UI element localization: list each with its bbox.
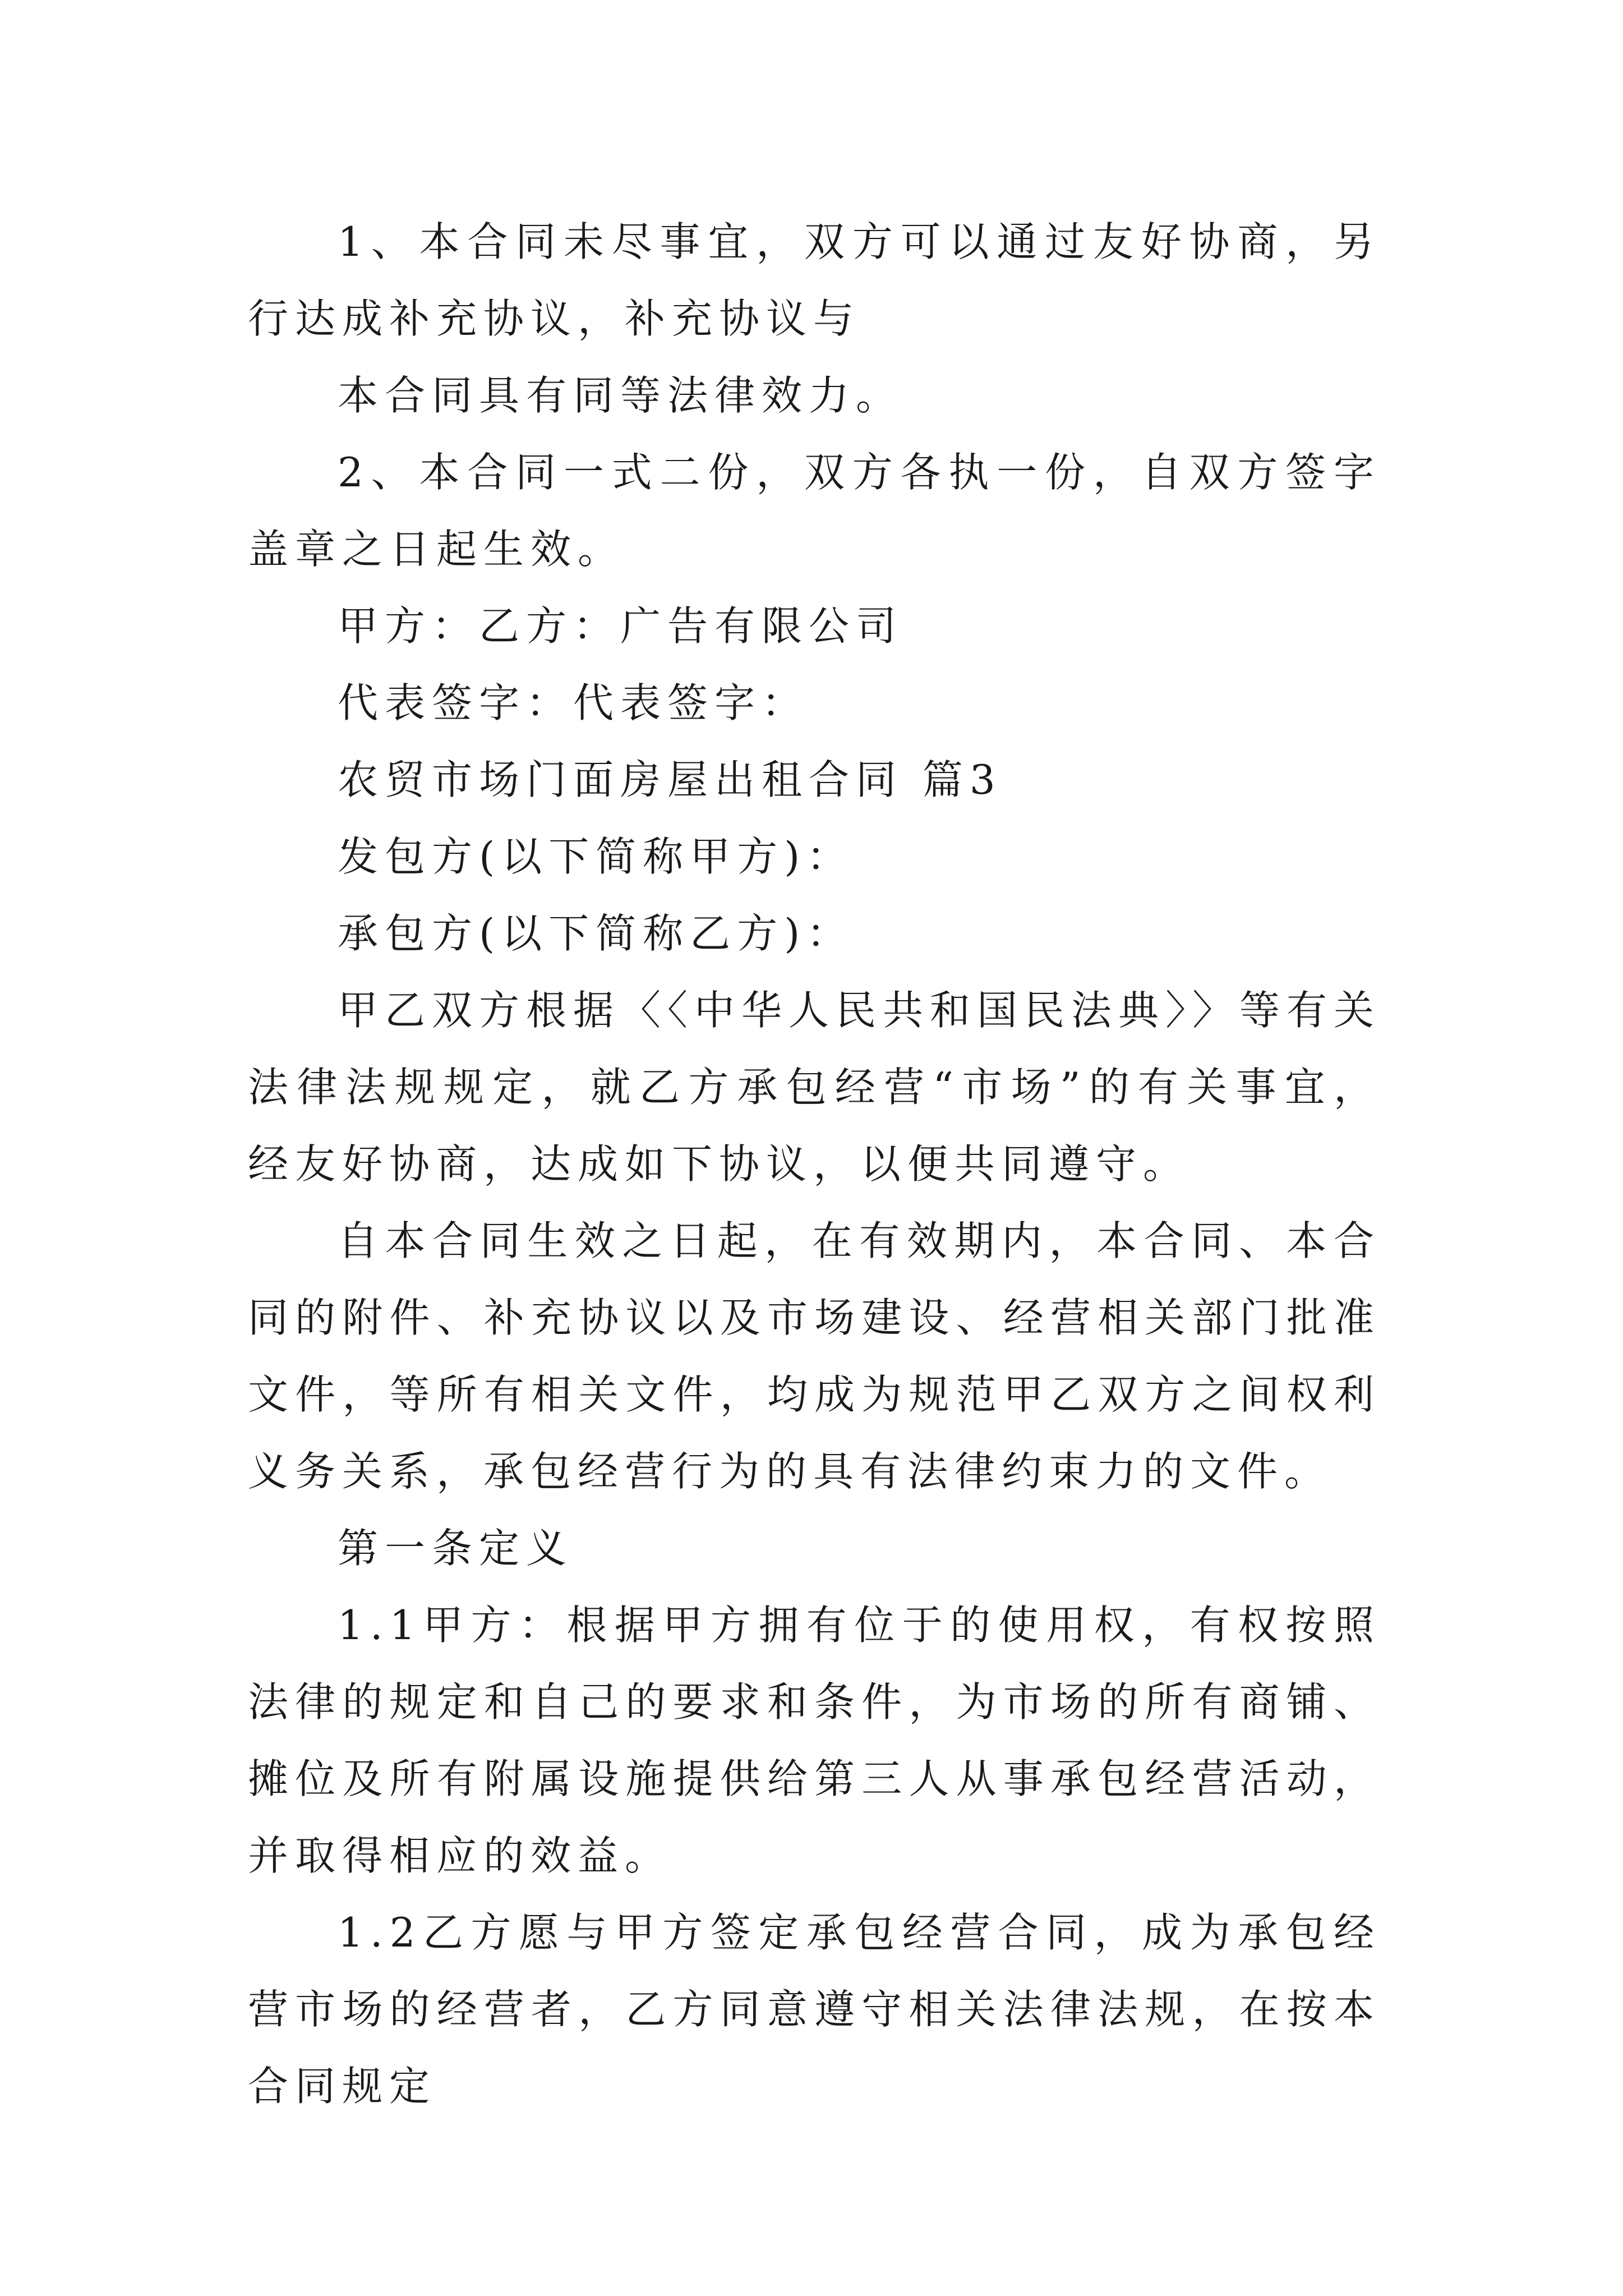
paragraph: 自本合同生效之日起，在有效期内，本合同、本合同的附件、补充协议以及市场建设、经营相关部门批准文件，等所有相关文件，均成为规范甲乙双方之间权利义务关系，承包经营行为的具有法律约束力的文件。 xyxy=(248,1217,1381,1495)
paragraph: 1.2乙方愿与甲方签定承包经营合同，成为承包经营市场的经营者，乙方同意遵守相关法律法规，在按本合同规定 xyxy=(248,1909,1381,2110)
paragraph: 本合同具有同等法律效力。 xyxy=(338,372,903,419)
paragraph: 1、本合同未尽事宜，双方可以通过友好协商，另行达成补充协议，补充协议与 xyxy=(248,218,1381,342)
paragraph: 承包方(以下简称乙方)： xyxy=(338,910,854,957)
paragraph: 2、本合同一式二份，双方各执一份，自双方签字盖章之日起生效。 xyxy=(248,449,1381,573)
paragraph: 1.1甲方：根据甲方拥有位于的使用权，有权按照法律的规定和自己的要求和条件，为市场的所有商铺、摊位及所有附属设施提供给第三人从事承包经营活动，并取得相应的效益。 xyxy=(248,1602,1381,1879)
paragraph: 代表签字：代表签字： xyxy=(338,679,809,726)
section-title: 农贸市场门面房屋出租合同 篇3 xyxy=(338,756,1002,803)
document-body xyxy=(248,204,1381,2125)
paragraph: 甲乙双方根据〈〈中华人民共和国民法典〉〉等有关法律法规规定，就乙方承包经营“市场”的有关事宜，经友好协商，达成如下协议，以便共同遵守。 xyxy=(248,987,1381,1188)
paragraph: 甲方：乙方：广告有限公司 xyxy=(338,602,903,650)
article-heading: 第一条定义 xyxy=(338,1525,574,1572)
paragraph: 发包方(以下简称甲方)： xyxy=(338,833,854,880)
